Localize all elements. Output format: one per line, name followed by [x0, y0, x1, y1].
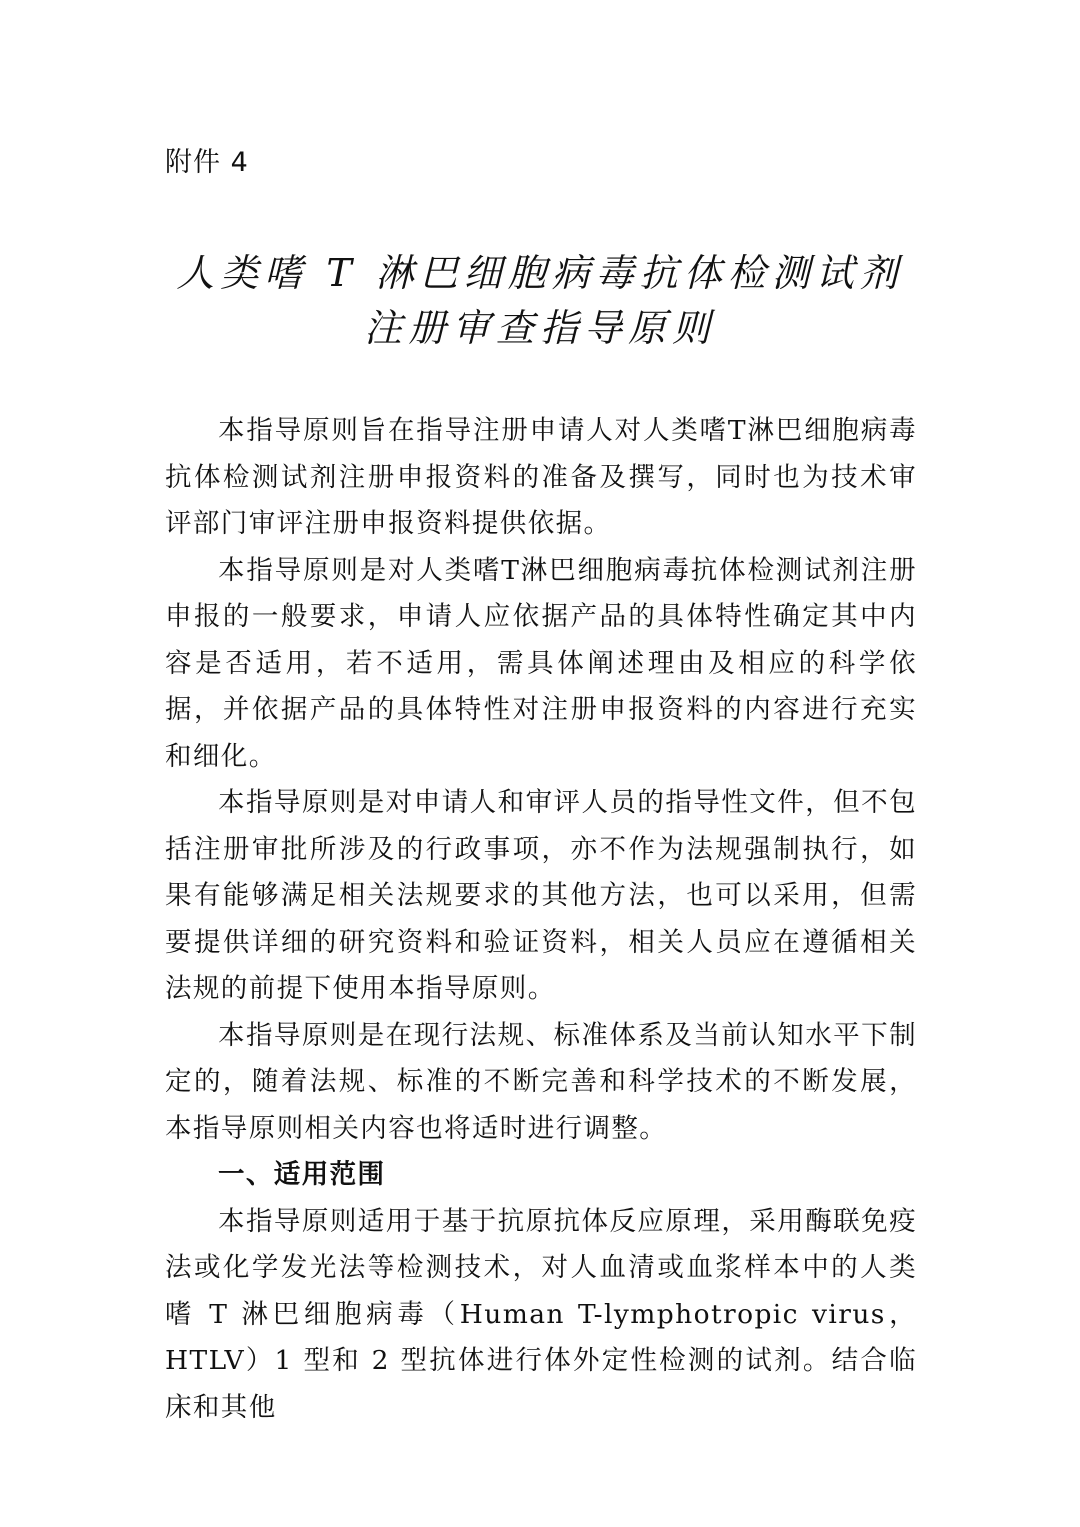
- attachment-label: 附件 4: [165, 147, 249, 178]
- document-title-line-1: 人类嗜 T 淋巴细胞病毒抗体检测试剂: [176, 251, 904, 295]
- paragraph-revision-note: 本指导原则是在现行法规、标准体系及当前认知水平下制定的，随着法规、标准的不断完善和科学技术的不断发展，本指导原则相关内容也将适时进行调整。: [165, 1019, 917, 1144]
- paragraph-purpose: 本指导原则旨在指导注册申请人对人类嗜T淋巴细胞病毒抗体检测试剂注册申报资料的准备及撰写，同时也为技术审评部门审评注册申报资料提供依据。: [165, 415, 917, 539]
- section-heading-scope: 一、适用范围: [218, 1159, 386, 1190]
- paragraph-scope: 本指导原则适用于基于抗原抗体反应原理，采用酶联免疫法或化学发光法等检测技术，对人血清或血浆样本中的人类嗜 T 淋巴细胞病毒（Human T-lymphotropic virus，HTLV）1 型和 2 型抗体进行体外定性检测的试剂。结合临床和其他: [165, 1205, 917, 1423]
- paragraph-guidance-nature: 本指导原则是对申请人和审评人员的指导性文件，但不包括注册审批所涉及的行政事项，亦不作为法规强制执行，如果有能够满足相关法规要求的其他方法，也可以采用，但需要提供详细的研究资料和验证资料，相关人员应在遵循相关法规的前提下使用本指导原则。: [165, 787, 917, 1004]
- paragraph-general-requirements: 本指导原则是对人类嗜T淋巴细胞病毒抗体检测试剂注册申报的一般要求，申请人应依据产品的具体特性确定其中内容是否适用，若不适用，需具体阐述理由及相应的科学依据，并依据产品的具体特性对注册申报资料的内容进行充实和细化。: [165, 554, 917, 772]
- document-title-line-2: 注册审查指导原则: [363, 306, 716, 350]
- document-body: [165, 408, 917, 1431]
